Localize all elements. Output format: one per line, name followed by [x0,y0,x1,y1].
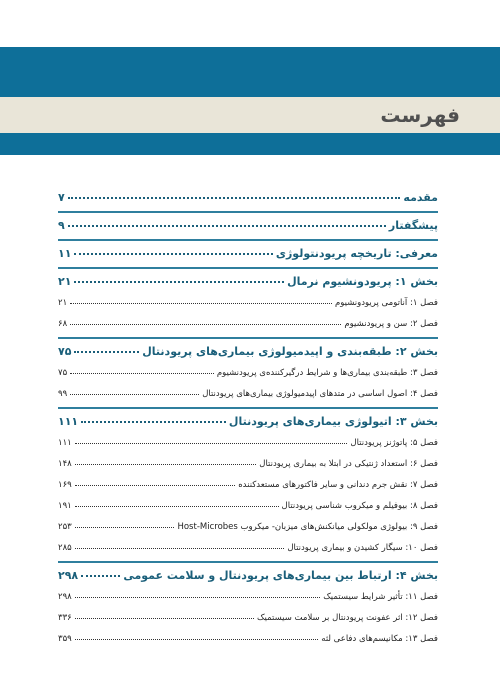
dot-leader [75,527,175,528]
toc-page-number: ۱۱ [58,247,72,260]
toc-chapter-label: فصل ۳: طبقه‌بندی بیماری‌ها و شرایط درگیرکننده‌ی پریودنشیوم [216,368,438,378]
dot-leader [75,506,279,507]
dot-leader [75,639,319,640]
toc-chapter[interactable] [58,496,438,517]
toc-entry-label: مقدمه [403,191,438,204]
toc-entry-label: پیشگفتار [388,219,438,232]
toc-page-number: ۳۵۹ [58,634,72,644]
toc-chapter-label: فصل ۱: آناتومی پریودونشیوم [334,298,438,308]
dot-leader [70,324,341,325]
divider [58,561,438,563]
toc-chapter-label: فصل ۵: پاتوژنز پریودنتال [350,438,438,448]
toc-chapter-label: فصل ۷: نقش جرم دندانی و سایر فاکتورهای مستعدکننده [238,480,438,490]
toc-page-number: ۶۸ [58,319,68,329]
toc-part-2[interactable] [58,341,438,363]
toc-page-number: ۲۹۸ [58,569,79,582]
toc-chapter[interactable] [58,517,438,538]
dot-leader [68,225,386,227]
toc-chapter[interactable] [58,433,438,454]
toc-part-1[interactable] [58,271,438,293]
divider [58,239,438,241]
dot-leader [75,597,321,598]
toc-page-number: ۲۱ [58,275,72,288]
toc-chapter-label: فصل ۴: اصول اساسی در متدهای اپیدمیولوژی بیماری‌های پریودنتال [202,389,438,399]
dot-leader [75,548,285,549]
toc-part-title: بخش ۲: طبقه‌بندی و اپیدمیولوژی بیماری‌های پریودنتال [142,345,438,358]
toc-part-title: بخش ۳: اتیولوژی بیماری‌های پریودنتال [228,415,438,428]
toc-page-number: ۱۱۱ [58,438,72,448]
toc-chapter[interactable] [58,475,438,496]
dot-leader [74,253,272,255]
toc-part-title: بخش ۴: ارتباط بین بیماری‌های پریودنتال و سلامت عمومی [123,569,438,582]
toc-page-number: ۲۸۵ [58,543,72,553]
toc-chapter-label: فصل ۱۱: تأثیر شرایط سیستمیک [323,592,438,602]
toc-page-number: ۱۴۸ [58,459,72,469]
divider [58,211,438,213]
dot-leader [70,373,214,374]
toc-page-number: ۹۹ [58,389,68,399]
toc-page-number: ۳۳۶ [58,613,72,623]
divider [58,407,438,409]
toc-part-3[interactable] [58,411,438,433]
dot-leader [74,351,139,353]
toc-chapter[interactable] [58,587,438,608]
dot-leader [70,394,199,395]
toc-chapter[interactable] [58,363,438,384]
dot-leader [75,618,254,619]
toc-page-number: ۱۹۱ [58,501,72,511]
divider [58,267,438,269]
header-band-bottom [0,133,500,155]
toc-entry-intro[interactable] [58,187,438,209]
header-band-top [0,47,500,97]
table-of-contents [58,187,438,650]
toc-chapter[interactable] [58,538,438,559]
toc-entry-preface[interactable] [58,215,438,237]
toc-chapter[interactable] [58,384,438,405]
dot-leader [75,443,348,444]
toc-page-number: ۱۱۱ [58,415,79,428]
dot-leader [70,303,332,304]
toc-entry-label: معرفی: تاریخچه پریودنتولوژی [275,247,438,260]
toc-entry-introduction[interactable] [58,243,438,265]
dot-leader [81,421,226,423]
dot-leader [74,281,284,283]
toc-chapter[interactable] [58,454,438,475]
toc-page-number: ۲۵۳ [58,522,72,532]
toc-chapter-label: فصل ۱۳: مکانیسم‌های دفاعی لثه [321,634,438,644]
toc-chapter[interactable] [58,608,438,629]
toc-chapter[interactable] [58,314,438,335]
dot-leader [75,464,257,465]
page-title: فهرست [0,97,500,133]
toc-part-4[interactable] [58,565,438,587]
toc-chapter-label: فصل ۸: بیوفیلم و میکروب شناسی پریودنتال [281,501,438,511]
dot-leader [68,197,401,199]
toc-chapter-label: فصل ۲: سن و پریودنشیوم [344,319,438,329]
toc-chapter-label: فصل ۱۲: اثر عفونت پریودنتال بر سلامت سیستمیک [256,613,438,623]
toc-chapter[interactable] [58,293,438,314]
toc-chapter-label: فصل ۶: استعداد ژنتیکی در ابتلا به بیماری پریودنتال [259,459,438,469]
toc-page-number: ۱۶۹ [58,480,72,490]
toc-page-number: ۹ [58,219,65,232]
divider [58,337,438,339]
toc-page-number: ۲۹۸ [58,592,72,602]
dot-leader [81,575,120,577]
toc-part-title: بخش ۱: پریودونشیوم نرمال [287,275,438,288]
toc-page-number: ۷۵ [58,368,68,378]
toc-chapter-label: فصل ۱۰: سیگار کشیدن و بیماری پریودنتال [287,543,438,553]
dot-leader [75,485,236,486]
toc-page-number: ۷ [58,191,65,204]
toc-page-number: ۲۱ [58,298,68,308]
toc-page-number: ۷۵ [58,345,72,358]
toc-chapter[interactable] [58,629,438,650]
toc-chapter-label: فصل ۹: بیولوژی مولکولی میانکنش‌های میزبان- میکروب Host-Microbes [177,522,438,532]
